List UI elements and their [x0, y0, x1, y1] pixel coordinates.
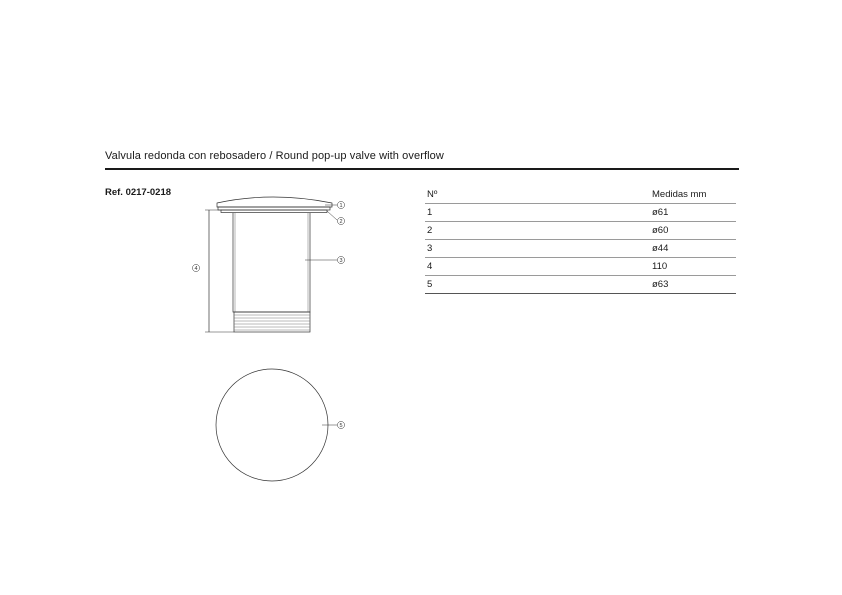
thread-lines — [234, 315, 310, 330]
table-row — [425, 204, 736, 222]
valve-flange — [218, 207, 330, 210]
table-header-row — [425, 186, 736, 204]
product-reference: Ref. 0217-0218 — [105, 187, 172, 198]
column-header-number: Nº — [425, 186, 650, 204]
valve-cap — [217, 197, 332, 207]
table-row — [425, 276, 736, 294]
row-number: 5 — [425, 276, 650, 294]
table-row — [425, 222, 736, 240]
svg-text:2: 2 — [339, 219, 343, 225]
row-measure: ø63 — [650, 276, 736, 294]
dimensions-table — [425, 186, 736, 294]
row-number: 1 — [425, 204, 650, 222]
column-header-measures: Medidas mm — [650, 186, 736, 204]
callout-5 — [337, 421, 344, 429]
row-measure: 110 — [650, 258, 736, 276]
row-measure: ø61 — [650, 204, 736, 222]
valve-body — [233, 213, 310, 312]
callout-4 — [192, 264, 199, 272]
svg-text:4: 4 — [194, 266, 198, 272]
row-measure: ø60 — [650, 222, 736, 240]
svg-text:5: 5 — [339, 423, 343, 429]
valve-gasket — [221, 210, 327, 213]
svg-text:3: 3 — [339, 258, 343, 264]
table-row — [425, 240, 736, 258]
valve-top-view-circle — [216, 369, 328, 481]
row-number: 3 — [425, 240, 650, 258]
row-number: 4 — [425, 258, 650, 276]
row-measure: ø44 — [650, 240, 736, 258]
leader-2 — [327, 211, 337, 220]
row-number: 2 — [425, 222, 650, 240]
table-row — [425, 258, 736, 276]
page-title: Valvula redonda con rebosadero / Round pop-up valve with overflow — [105, 150, 444, 162]
callout-2 — [337, 217, 344, 225]
callout-1 — [337, 201, 344, 209]
svg-text:1: 1 — [339, 203, 343, 209]
callout-3 — [337, 256, 344, 264]
